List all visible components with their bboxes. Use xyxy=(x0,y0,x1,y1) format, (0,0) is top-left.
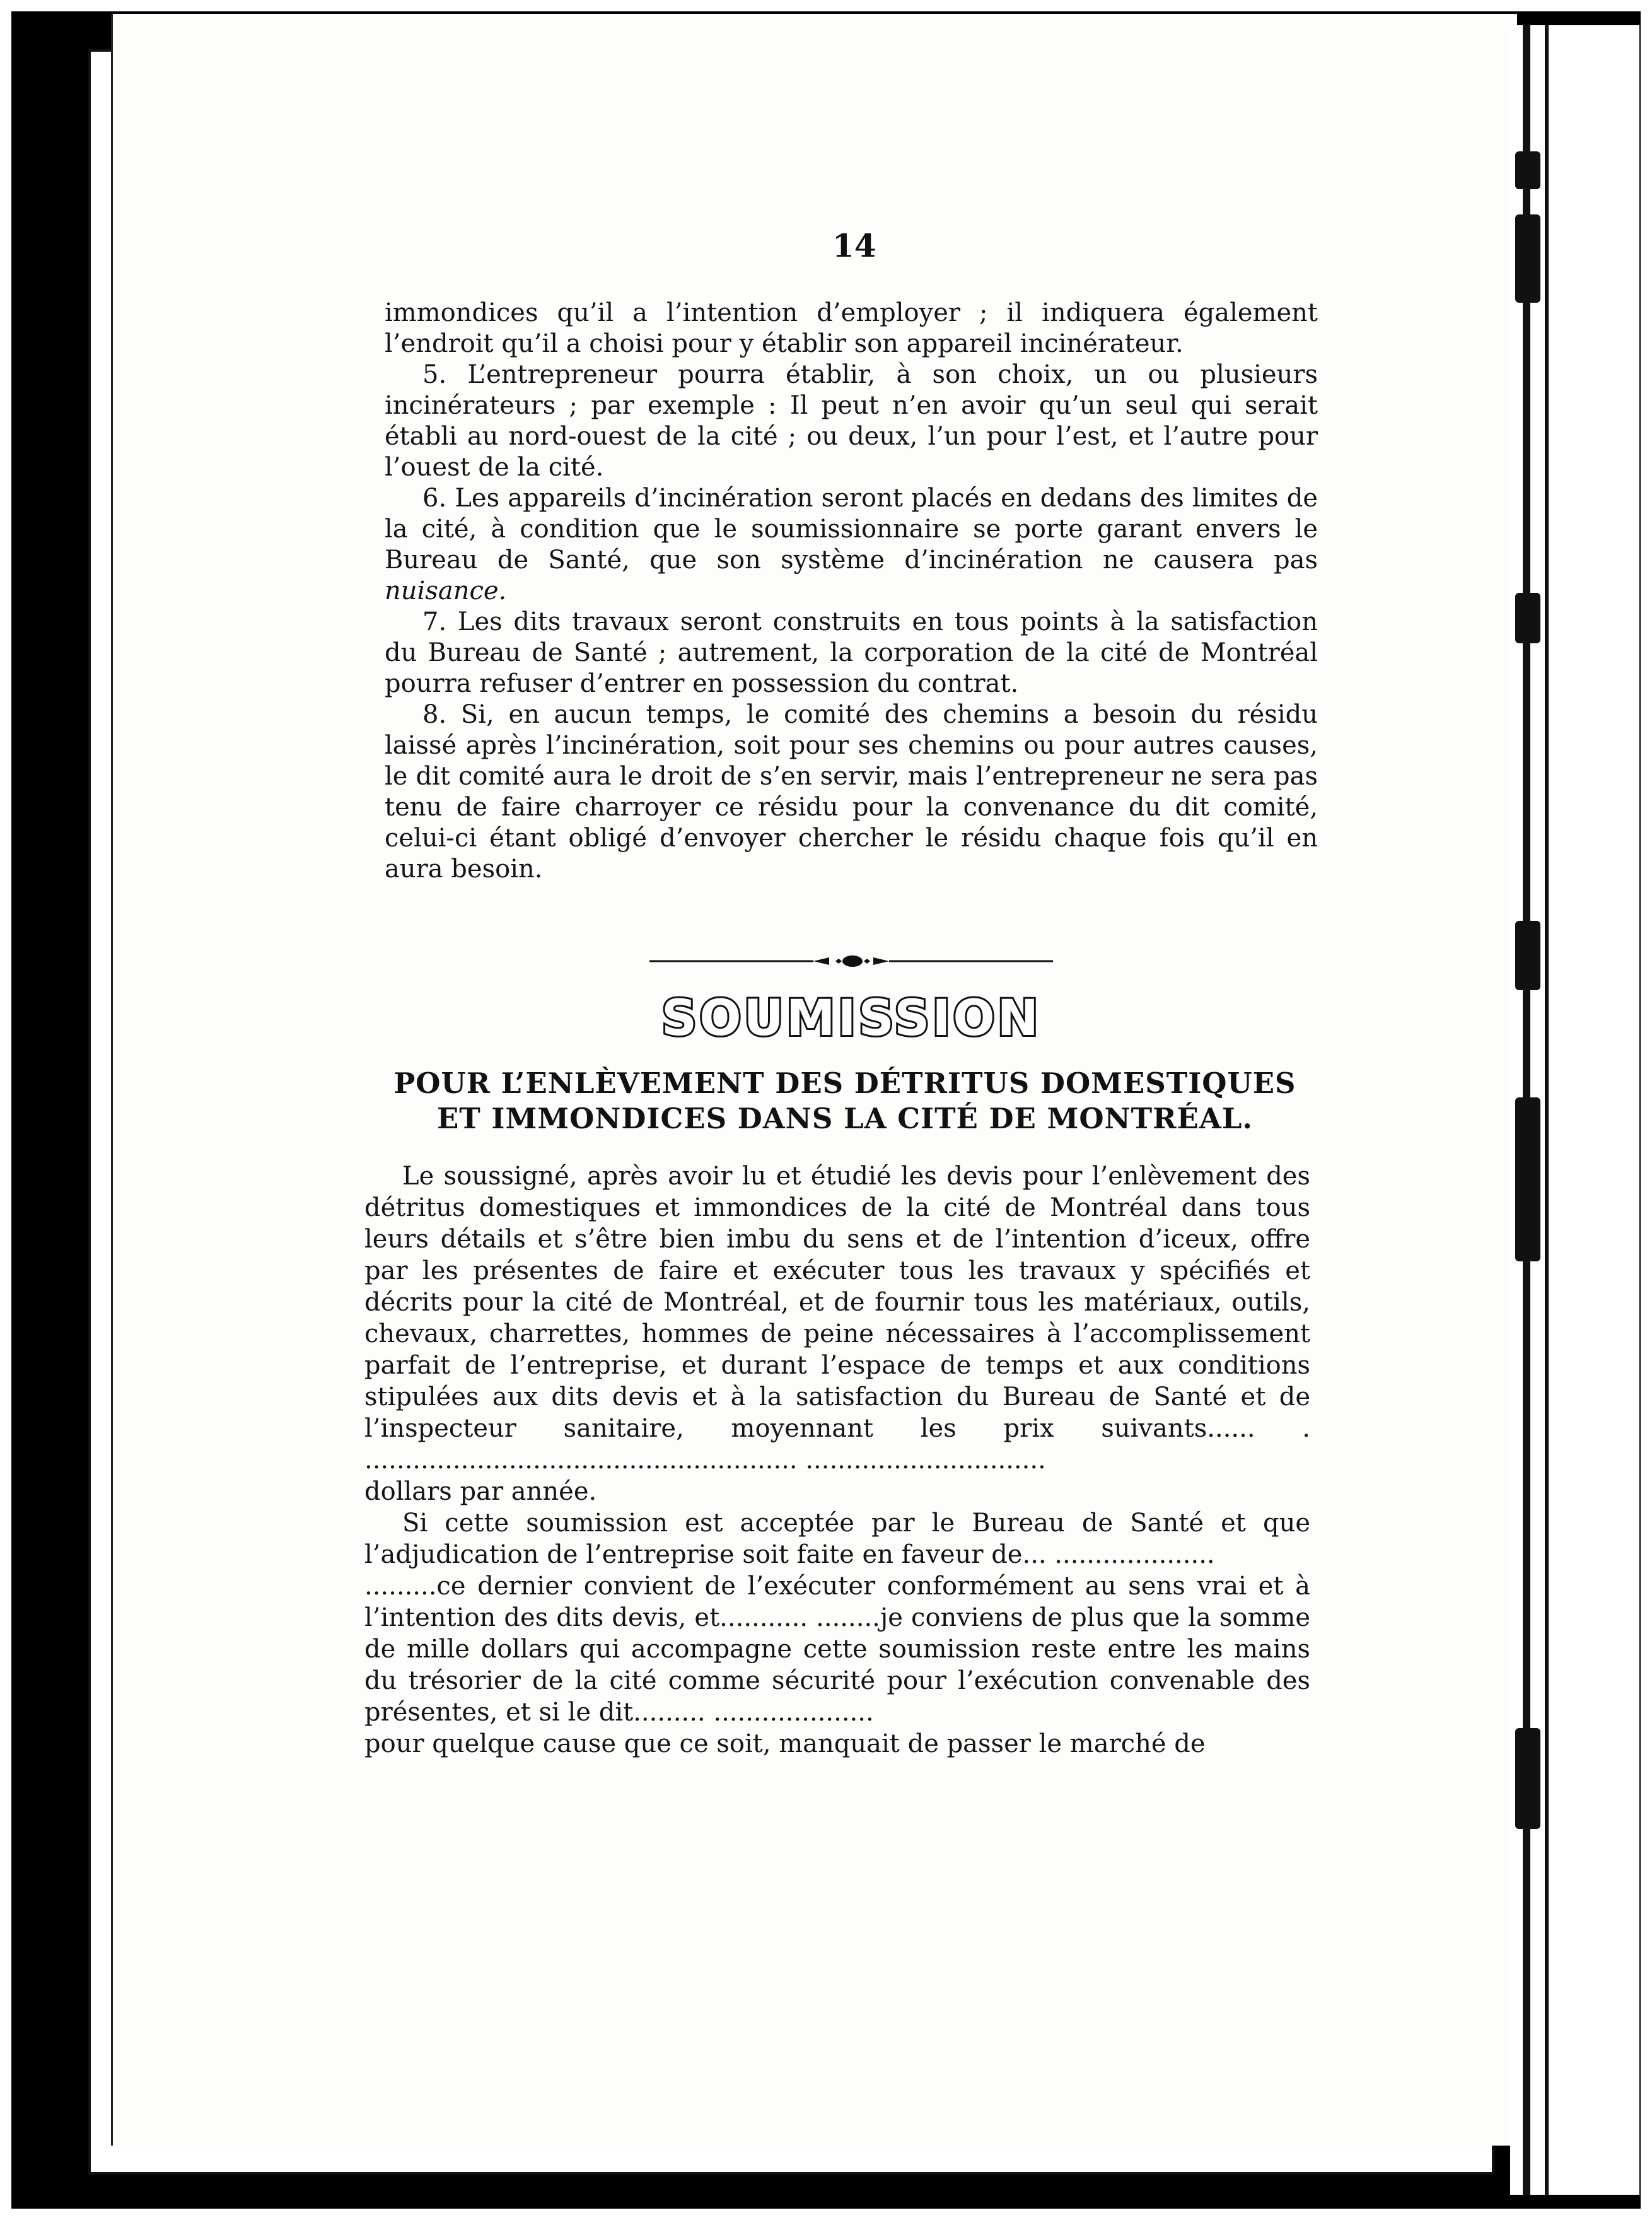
tender-paragraph-1: Le soussigné, après avoir lu et étudié les devis pour l’enlèvement des détritus domestiques et immondices de la cité de Montréal dans tous leurs détails et s’être bien imbu du sens et de l’intention d’iceux, offre par les présentes de faire et exécuter tous les travaux y spécifiés et décrits pour la cité de Montréal, et de fournir tous les matériaux, outils, chevaux, charrettes, hommes de peine nécessaires à l’accomplissement parfait de l’entreprise, et durant l’espace de temps et aux conditions stipulées aux dits devis et à la satisfaction du Bureau de Santé et de l’inspecteur sanitaire, moyennant les prix suivants...... . ...................................................... .............................. xyxy=(364,1162,1310,1475)
section-title: SOUMISSION xyxy=(661,990,1041,1047)
clause-continuation: immondices qu’il a l’intention d’employer ; il indiquera également l’endroit qu’il a choisi pour y établir son appareil incinérateur. xyxy=(385,298,1318,358)
section-subtitle xyxy=(366,1066,1324,1136)
tender-paragraph-2c: pour quelque cause que ce soit, manquait de passer le marché de xyxy=(364,1729,1206,1758)
tender-paragraph-1-end: dollars par année. xyxy=(364,1477,597,1506)
tender-text xyxy=(364,1160,1310,1760)
subtitle-line-2: ET IMMONDICES DANS LA CITÉ DE MONTRÉAL. xyxy=(436,1102,1254,1135)
clause-6-italic: nuisance. xyxy=(385,576,507,605)
clause-8: 8. Si, en aucun temps, le comité des chemins a besoin du résidu laissé après l’incinération, soit pour ses chemins ou pour autres causes, le dit comité aura le droit de s’en servir, mais l’entrepreneur ne sera pas tenu de faire charroyer ce résidu pour la convenance du dit comité, celui-ci étant obligé d’envoyer chercher le résidu chaque fois qu’il en aura besoin. xyxy=(385,700,1318,884)
ornament-divider xyxy=(649,954,1053,969)
clause-6-text: 6. Les appareils d’incinération seront placés en dedans des limites de la cité, à condition que le soumissionnaire se porte garant envers le Bureau de Santé, que son système d’incinération ne causera pas xyxy=(385,484,1318,575)
subtitle-line-1: POUR L’ENLÈVEMENT DES DÉTRITUS DOMESTIQUES xyxy=(393,1066,1296,1100)
page-number: 14 xyxy=(832,227,876,264)
specification-clauses xyxy=(385,298,1318,885)
clause-5: 5. L’entrepreneur pourra établir, à son choix, un ou plusieurs incinérateurs ; par exemple : Il peut n’en avoir qu’un seul qui serait établi au nord-ouest de la cité ; ou deux, l’un pour l’est, et l’autre pour l’ouest de la cité. xyxy=(385,360,1318,482)
clause-7: 7. Les dits travaux seront construits en tous points à la satisfaction du Bureau de Santé ; autrement, la corporation de la cité de Montréal pourra refuser d’entrer en possession du contrat. xyxy=(385,607,1318,698)
tender-paragraph-2: Si cette soumission est acceptée par le Bureau de Santé et que l’adjudication de l’entreprise soit faite en faveur de... .................... xyxy=(364,1509,1310,1569)
clause-6 xyxy=(385,483,1318,607)
tender-paragraph-2b: .........ce dernier convient de l’exécuter conformément au sens vrai et à l’intention des dits devis, et........... ........je conviens de plus que la somme de mille dollars qui accompagne cette soumission reste entre les mains du trésorier de la cité comme sécurité pour l’exécution convenable des présentes, et si le dit......... .................... xyxy=(364,1572,1310,1727)
